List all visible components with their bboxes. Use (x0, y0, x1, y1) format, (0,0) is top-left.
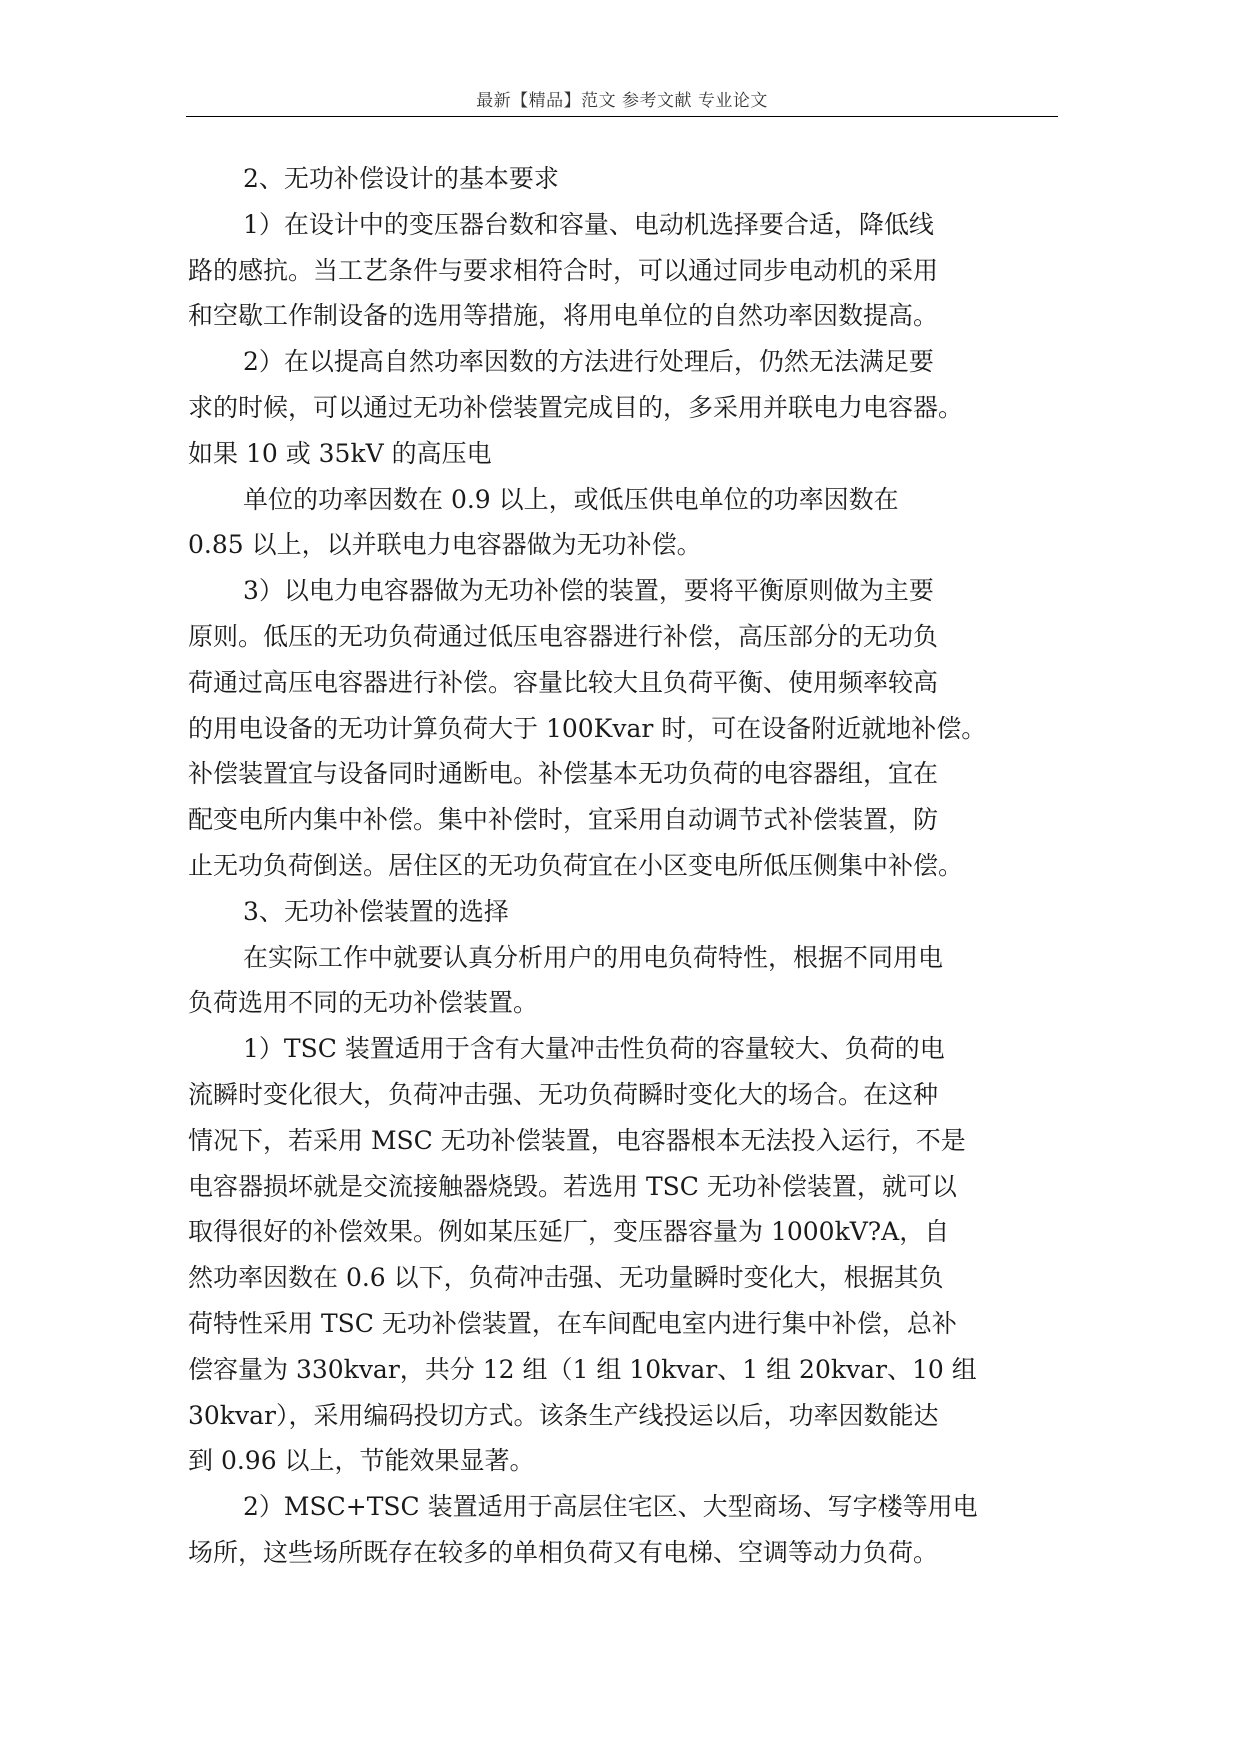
page-header: 最新【精品】范文 参考文献 专业论文 (476, 91, 768, 111)
text-line: 在实际工作中就要认真分析用户的用电负荷特性，根据不同用电 (243, 942, 944, 972)
text-line: 和空歇工作制设备的选用等措施，将用电单位的自然功率因数提高。 (188, 301, 939, 331)
document-body (188, 156, 1048, 1576)
text-line: 然功率因数在 0.6 以下，负荷冲击强、无功量瞬时变化大，根据其负 (188, 1263, 944, 1293)
text-line: 补偿装置宜与设备同时通断电。补偿基本无功负荷的电容器组，宜在 (188, 759, 939, 789)
text-line: 荷通过高压电容器进行补偿。容量比较大且负荷平衡、使用频率较高 (188, 667, 939, 697)
text-line: 止无功负荷倒送。居住区的无功负荷宜在小区变电所低压侧集中补偿。 (188, 850, 964, 880)
text-line: 偿容量为 330kvar，共分 12 组（1 组 10kvar、1 组 20kvar、10 组 (188, 1354, 977, 1384)
text-line: 如果 10 或 35kV 的高压电 (188, 438, 492, 468)
text-line: 的用电设备的无功计算负荷大于 100Kvar 时，可在设备附近就地补偿。 (188, 713, 987, 743)
text-line: 求的时候，可以通过无功补偿装置完成目的，多采用并联电力电容器。 (188, 392, 964, 422)
text-line: 负荷选用不同的无功补偿装置。 (188, 988, 539, 1018)
text-line: 电容器损坏就是交流接触器烧毁。若选用 TSC 无功补偿装置，就可以 (188, 1171, 957, 1201)
text-line: 1）TSC 装置适用于含有大量冲击性负荷的容量较大、负荷的电 (243, 1034, 945, 1064)
text-line: 原则。低压的无功负荷通过低压电容器进行补偿，高压部分的无功负 (188, 621, 939, 651)
text-line: 3）以电力电容器做为无功补偿的装置，要将平衡原则做为主要 (243, 576, 934, 606)
text-line: 2）在以提高自然功率因数的方法进行处理后，仍然无法满足要 (243, 347, 934, 377)
text-line: 场所，这些场所既存在较多的单相负荷又有电梯、空调等动力负荷。 (188, 1537, 939, 1567)
text-line: 2）MSC+TSC 装置适用于高层住宅区、大型商场、写字楼等用电 (243, 1492, 978, 1522)
text-line: 情况下，若采用 MSC 无功补偿装置，电容器根本无法投入运行，不是 (188, 1125, 966, 1155)
text-line: 到 0.96 以上，节能效果显著。 (188, 1446, 535, 1476)
text-line: 2、无功补偿设计的基本要求 (243, 164, 559, 193)
text-line: 路的感抗。当工艺条件与要求相符合时，可以通过同步电动机的采用 (188, 255, 939, 285)
text-line: 流瞬时变化很大，负荷冲击强、无功负荷瞬时变化大的场合。在这种 (188, 1079, 939, 1109)
header-divider (186, 116, 1058, 117)
text-line: 30kvar），采用编码投切方式。该条生产线投运以后，功率因数能达 (188, 1400, 939, 1430)
text-line: 配变电所内集中补偿。集中补偿时，宜采用自动调节式补偿装置，防 (188, 805, 939, 835)
text-line: 3、无功补偿装置的选择 (243, 896, 509, 926)
text-line: 1）在设计中的变压器台数和容量、电动机选择要合适，降低线 (243, 209, 934, 239)
text-line: 取得很好的补偿效果。例如某压延厂，变压器容量为 1000kV?A，自 (188, 1217, 950, 1247)
text-line: 单位的功率因数在 0.9 以上，或低压供电单位的功率因数在 (243, 484, 899, 514)
text-line: 0.85 以上，以并联电力电容器做为无功补偿。 (188, 530, 702, 560)
text-line: 荷特性采用 TSC 无功补偿装置，在车间配电室内进行集中补偿，总补 (188, 1308, 957, 1338)
